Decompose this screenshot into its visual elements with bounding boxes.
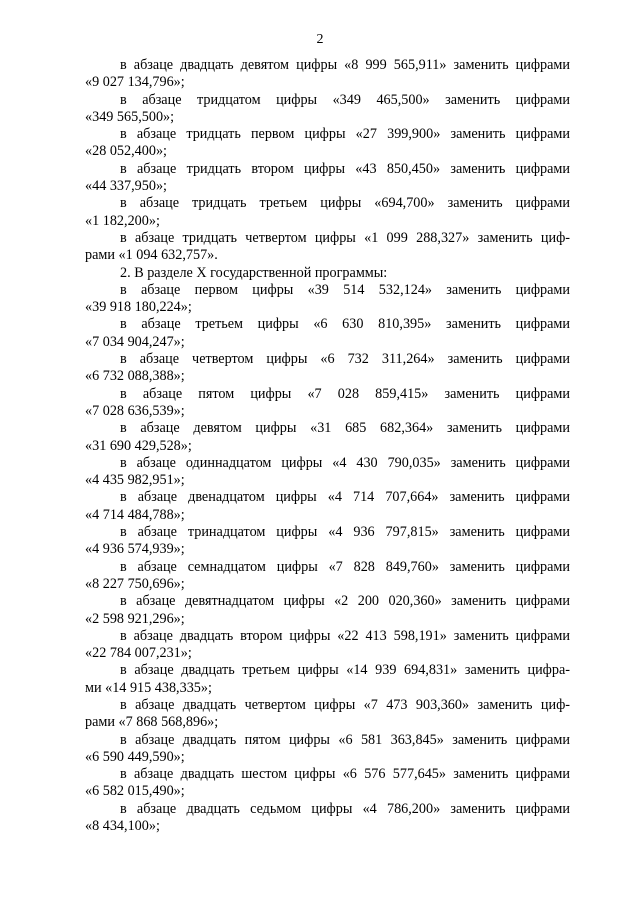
- paragraph-line-continuation: «39 918 180,224»;: [85, 299, 192, 316]
- paragraph-line-first: в абзаце тридцать третьем цифры «694,700» заменить цифрами: [120, 195, 570, 212]
- paragraph-line-first: в абзаце тридцать четвертом цифры «1 099 288,327» заменить циф-: [120, 229, 570, 246]
- paragraph-line-continuation: «4 714 484,788»;: [85, 506, 185, 523]
- amendment-paragraph: [85, 195, 570, 230]
- amendment-paragraph: [85, 524, 570, 559]
- paragraph-line-first: в абзаце семнадцатом цифры «7 828 849,760» заменить цифрами: [120, 558, 570, 575]
- amendment-paragraph: [85, 455, 570, 490]
- paragraph-line-first: 2. В разделе X государственной программы:: [120, 264, 388, 281]
- amendment-paragraph: [85, 230, 570, 265]
- amendment-paragraph: [85, 386, 570, 421]
- amendment-paragraph: [85, 628, 570, 663]
- paragraph-line-first: в абзаце третьем цифры «6 630 810,395» заменить цифрами: [120, 316, 570, 333]
- paragraph-line-continuation: «8 227 750,696»;: [85, 575, 185, 592]
- paragraph-line-continuation: «6 590 449,590»;: [85, 748, 185, 765]
- paragraph-line-first: в абзаце двадцать девятом цифры «8 999 565,911» заменить цифрами: [120, 57, 570, 73]
- document-body: [85, 57, 570, 835]
- paragraph-line-first: в абзаце пятом цифры «7 028 859,415» заменить цифрами: [120, 385, 570, 402]
- amendment-paragraph: [85, 316, 570, 351]
- amendment-paragraph: [85, 697, 570, 732]
- paragraph-line-first: в абзаце двадцать четвертом цифры «7 473 903,360» заменить циф-: [120, 696, 570, 713]
- paragraph-line-continuation: «6 732 088,388»;: [85, 368, 185, 385]
- paragraph-line-continuation: «4 936 574,939»;: [85, 541, 185, 558]
- amendment-paragraph: [85, 57, 570, 92]
- amendment-paragraph: [85, 420, 570, 455]
- paragraph-line-continuation: «7 034 904,247»;: [85, 333, 185, 350]
- paragraph-line-continuation: «31 690 429,528»;: [85, 437, 192, 454]
- paragraph-line-first: в абзаце тринадцатом цифры «4 936 797,815» заменить цифрами: [120, 524, 570, 541]
- page-number: 2: [316, 32, 324, 47]
- paragraph-line-first: в абзаце двадцать седьмом цифры «4 786,200» заменить цифрами: [120, 800, 570, 817]
- amendment-paragraph: [85, 593, 570, 628]
- amendment-paragraph: [85, 161, 570, 196]
- paragraph-line-first: в абзаце первом цифры «39 514 532,124» заменить цифрами: [120, 281, 570, 298]
- amendment-paragraph: [85, 126, 570, 161]
- paragraph-line-continuation: «22 784 007,231»;: [85, 645, 192, 662]
- paragraph-line-continuation: «349 565,500»;: [85, 108, 175, 125]
- paragraph-line-continuation: рами «7 868 568,896»;: [85, 714, 219, 731]
- paragraph-line-first: в абзаце тридцать втором цифры «43 850,450» заменить цифрами: [120, 160, 570, 177]
- paragraph-line-continuation: «4 435 982,951»;: [85, 472, 185, 489]
- paragraph-line-continuation: «2 598 921,296»;: [85, 610, 185, 627]
- amendment-paragraph: [85, 265, 570, 282]
- paragraph-line-continuation: рами «1 094 632,757».: [85, 247, 218, 264]
- paragraph-line-first: в абзаце девятнадцатом цифры «2 200 020,360» заменить цифрами: [120, 593, 570, 610]
- paragraph-line-first: в абзаце двадцать пятом цифры «6 581 363,845» заменить цифрами: [120, 731, 570, 748]
- paragraph-line-first: в абзаце двенадцатом цифры «4 714 707,664» заменить цифрами: [120, 489, 570, 506]
- paragraph-line-first: в абзаце девятом цифры «31 685 682,364» заменить цифрами: [120, 420, 570, 437]
- paragraph-line-continuation: ми «14 915 438,335»;: [85, 679, 212, 696]
- paragraph-line-continuation: «8 434,100»;: [85, 818, 160, 835]
- amendment-paragraph: [85, 766, 570, 801]
- paragraph-line-first: в абзаце тридцать первом цифры «27 399,900» заменить цифрами: [120, 126, 570, 143]
- amendment-paragraph: [85, 801, 570, 836]
- paragraph-line-first: в абзаце четвертом цифры «6 732 311,264» заменить цифрами: [120, 351, 570, 368]
- amendment-paragraph: [85, 559, 570, 594]
- paragraph-line-first: в абзаце одиннадцатом цифры «4 430 790,035» заменить цифрами: [120, 454, 570, 471]
- paragraph-line-continuation: «6 582 015,490»;: [85, 783, 185, 800]
- paragraph-line-continuation: «44 337,950»;: [85, 178, 167, 195]
- amendment-paragraph: [85, 92, 570, 127]
- amendment-paragraph: [85, 282, 570, 317]
- paragraph-line-first: в абзаце двадцать втором цифры «22 413 598,191» заменить цифрами: [120, 627, 570, 644]
- paragraph-line-continuation: «1 182,200»;: [85, 212, 160, 229]
- paragraph-line-first: в абзаце тридцатом цифры «349 465,500» заменить цифрами: [120, 91, 570, 108]
- amendment-paragraph: [85, 489, 570, 524]
- amendment-paragraph: [85, 351, 570, 386]
- paragraph-line-first: в абзаце двадцать шестом цифры «6 576 577,645» заменить цифрами: [120, 766, 570, 783]
- paragraph-line-continuation: «9 027 134,796»;: [85, 74, 185, 91]
- amendment-paragraph: [85, 662, 570, 697]
- paragraph-line-continuation: «7 028 636,539»;: [85, 402, 185, 419]
- amendment-paragraph: [85, 732, 570, 767]
- paragraph-line-first: в абзаце двадцать третьем цифры «14 939 694,831» заменить цифра-: [120, 662, 570, 679]
- paragraph-line-continuation: «28 052,400»;: [85, 143, 167, 160]
